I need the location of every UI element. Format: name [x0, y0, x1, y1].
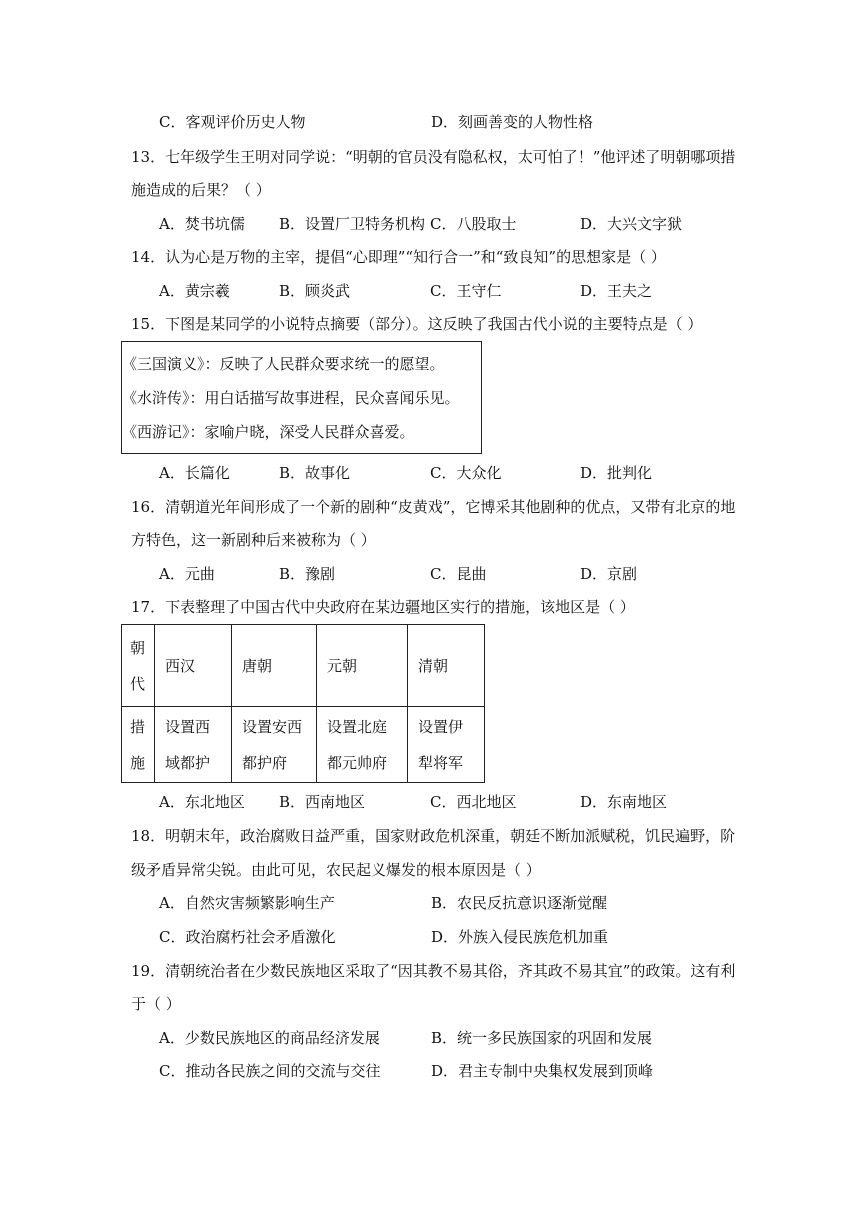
cell-line: 设置安西	[242, 717, 303, 736]
table-header-measure	[122, 707, 155, 783]
q18-option-b: B．农民反抗意识逐渐觉醒	[431, 894, 608, 912]
cell-line: 都护府	[242, 753, 288, 772]
q15-box-line2: 《水浒传》：用白话描写故事进程，民众喜闻乐见。	[122, 389, 460, 407]
q16-stem-line1: 16．清朝道光年间形成了一个新的剧种“皮黄戏”，它博采其他剧种的优点，又带有北京的地	[131, 498, 736, 516]
q12-option-c: C．客观评价历史人物	[159, 113, 306, 131]
table-header-dynasty	[122, 625, 155, 707]
q16-option-c: C．昆曲	[430, 565, 487, 583]
q13-stem-line1: 13．七年级学生王明对同学说：“明朝的官员没有隐私权，太可怕了！”他评述了明朝哪项措	[131, 148, 736, 166]
q17-stem: 17．下表整理了中国古代中央政府在某边疆地区实行的措施，该地区是（ ）	[131, 598, 635, 616]
q16-option-d: D．京剧	[580, 565, 638, 583]
cell-line: 都元帅府	[327, 753, 388, 772]
q14-option-a: A．黄宗羲	[159, 282, 230, 300]
table-cell: 西汉	[155, 625, 232, 707]
q13-option-d: D．大兴文字狱	[580, 215, 683, 233]
q19-stem-line2: 于（ ）	[131, 995, 181, 1013]
q17-option-b: B．西南地区	[279, 793, 366, 811]
q15-option-b: B．故事化	[279, 464, 351, 482]
q15-box-line1: 《三国演义》：反映了人民群众要求统一的愿望。	[122, 355, 445, 373]
q18-stem-line2: 级矛盾异常尖锐。由此可见，农民起义爆发的根本原因是（ ）	[131, 861, 541, 879]
q13-option-c: C．八股取士	[430, 215, 517, 233]
q19-option-c: C．推动各民族之间的交流与交往	[159, 1062, 381, 1080]
q18-option-d: D．外族入侵民族危机加重	[431, 928, 609, 946]
table-header-char: 代	[130, 674, 146, 693]
table-header-char: 施	[130, 753, 146, 772]
q17-option-d: D．东南地区	[580, 793, 668, 811]
cell-line: 设置伊	[418, 717, 464, 736]
q16-option-a: A．元曲	[159, 565, 215, 583]
table-row	[122, 625, 485, 707]
q17-option-c: C．西北地区	[430, 793, 517, 811]
table-cell: 清朝	[408, 625, 485, 707]
table-header-char: 朝	[130, 638, 146, 657]
cell-line: 犁将军	[418, 753, 464, 772]
table-cell: 元朝	[317, 625, 408, 707]
q18-option-a: A．自然灾害频繁影响生产	[159, 894, 335, 912]
table-cell	[408, 707, 485, 783]
q15-box-line3: 《西游记》：家喻户晓，深受人民群众喜爱。	[122, 423, 415, 441]
q16-stem-line2: 方特色，这一新剧种后来被称为（ ）	[131, 531, 376, 549]
table-cell: 唐朝	[232, 625, 317, 707]
q19-option-b: B．统一多民族国家的巩固和发展	[431, 1029, 653, 1047]
q18-stem-line1: 18．明朝末年，政治腐败日益严重，国家财政危机深重，朝廷不断加派赋税，饥民遍野，阶	[131, 827, 736, 845]
q18-option-c: C．政治腐朽社会矛盾激化	[159, 928, 336, 946]
q13-stem-line2: 施造成的后果？（ ）	[131, 181, 271, 199]
q19-option-a: A．少数民族地区的商品经济发展	[159, 1029, 380, 1047]
q13-option-b: B．设置厂卫特务机构	[279, 215, 426, 233]
q19-stem-line1: 19．清朝统治者在少数民族地区采取了“因其教不易其俗，齐其政不易其宜”的政策。这有利	[131, 962, 736, 980]
q15-option-a: A．长篇化	[159, 464, 230, 482]
q15-option-c: C．大众化	[430, 464, 502, 482]
q17-measures-table	[121, 624, 485, 783]
q17-option-a: A．东北地区	[159, 793, 245, 811]
q15-option-d: D．批判化	[580, 464, 653, 482]
table-row	[122, 707, 485, 783]
table-cell	[155, 707, 232, 783]
table-cell	[232, 707, 317, 783]
q13-option-a: A．焚书坑儒	[159, 215, 245, 233]
q14-stem: 14．认为心是万物的主宰，提倡“心即理”“知行合一”和“致良知”的思想家是（ ）	[131, 248, 666, 266]
cell-line: 设置北庭	[327, 717, 388, 736]
q15-summary-box	[121, 341, 482, 454]
q12-option-d: D．刻画善变的人物性格	[431, 113, 594, 131]
q16-option-b: B．豫剧	[279, 565, 336, 583]
table-cell	[317, 707, 408, 783]
q19-option-d: D．君主专制中央集权发展到顶峰	[431, 1062, 654, 1080]
q15-stem: 15．下图是某同学的小说特点摘要（部分）。这反映了我国古代小说的主要特点是（ ）	[131, 315, 703, 333]
q14-option-b: B．顾炎武	[279, 282, 351, 300]
table-header-char: 措	[130, 717, 146, 736]
q14-option-d: D．王夫之	[580, 282, 653, 300]
q14-option-c: C．王守仁	[430, 282, 502, 300]
cell-line: 设置西	[165, 717, 211, 736]
cell-line: 域都护	[165, 753, 211, 772]
